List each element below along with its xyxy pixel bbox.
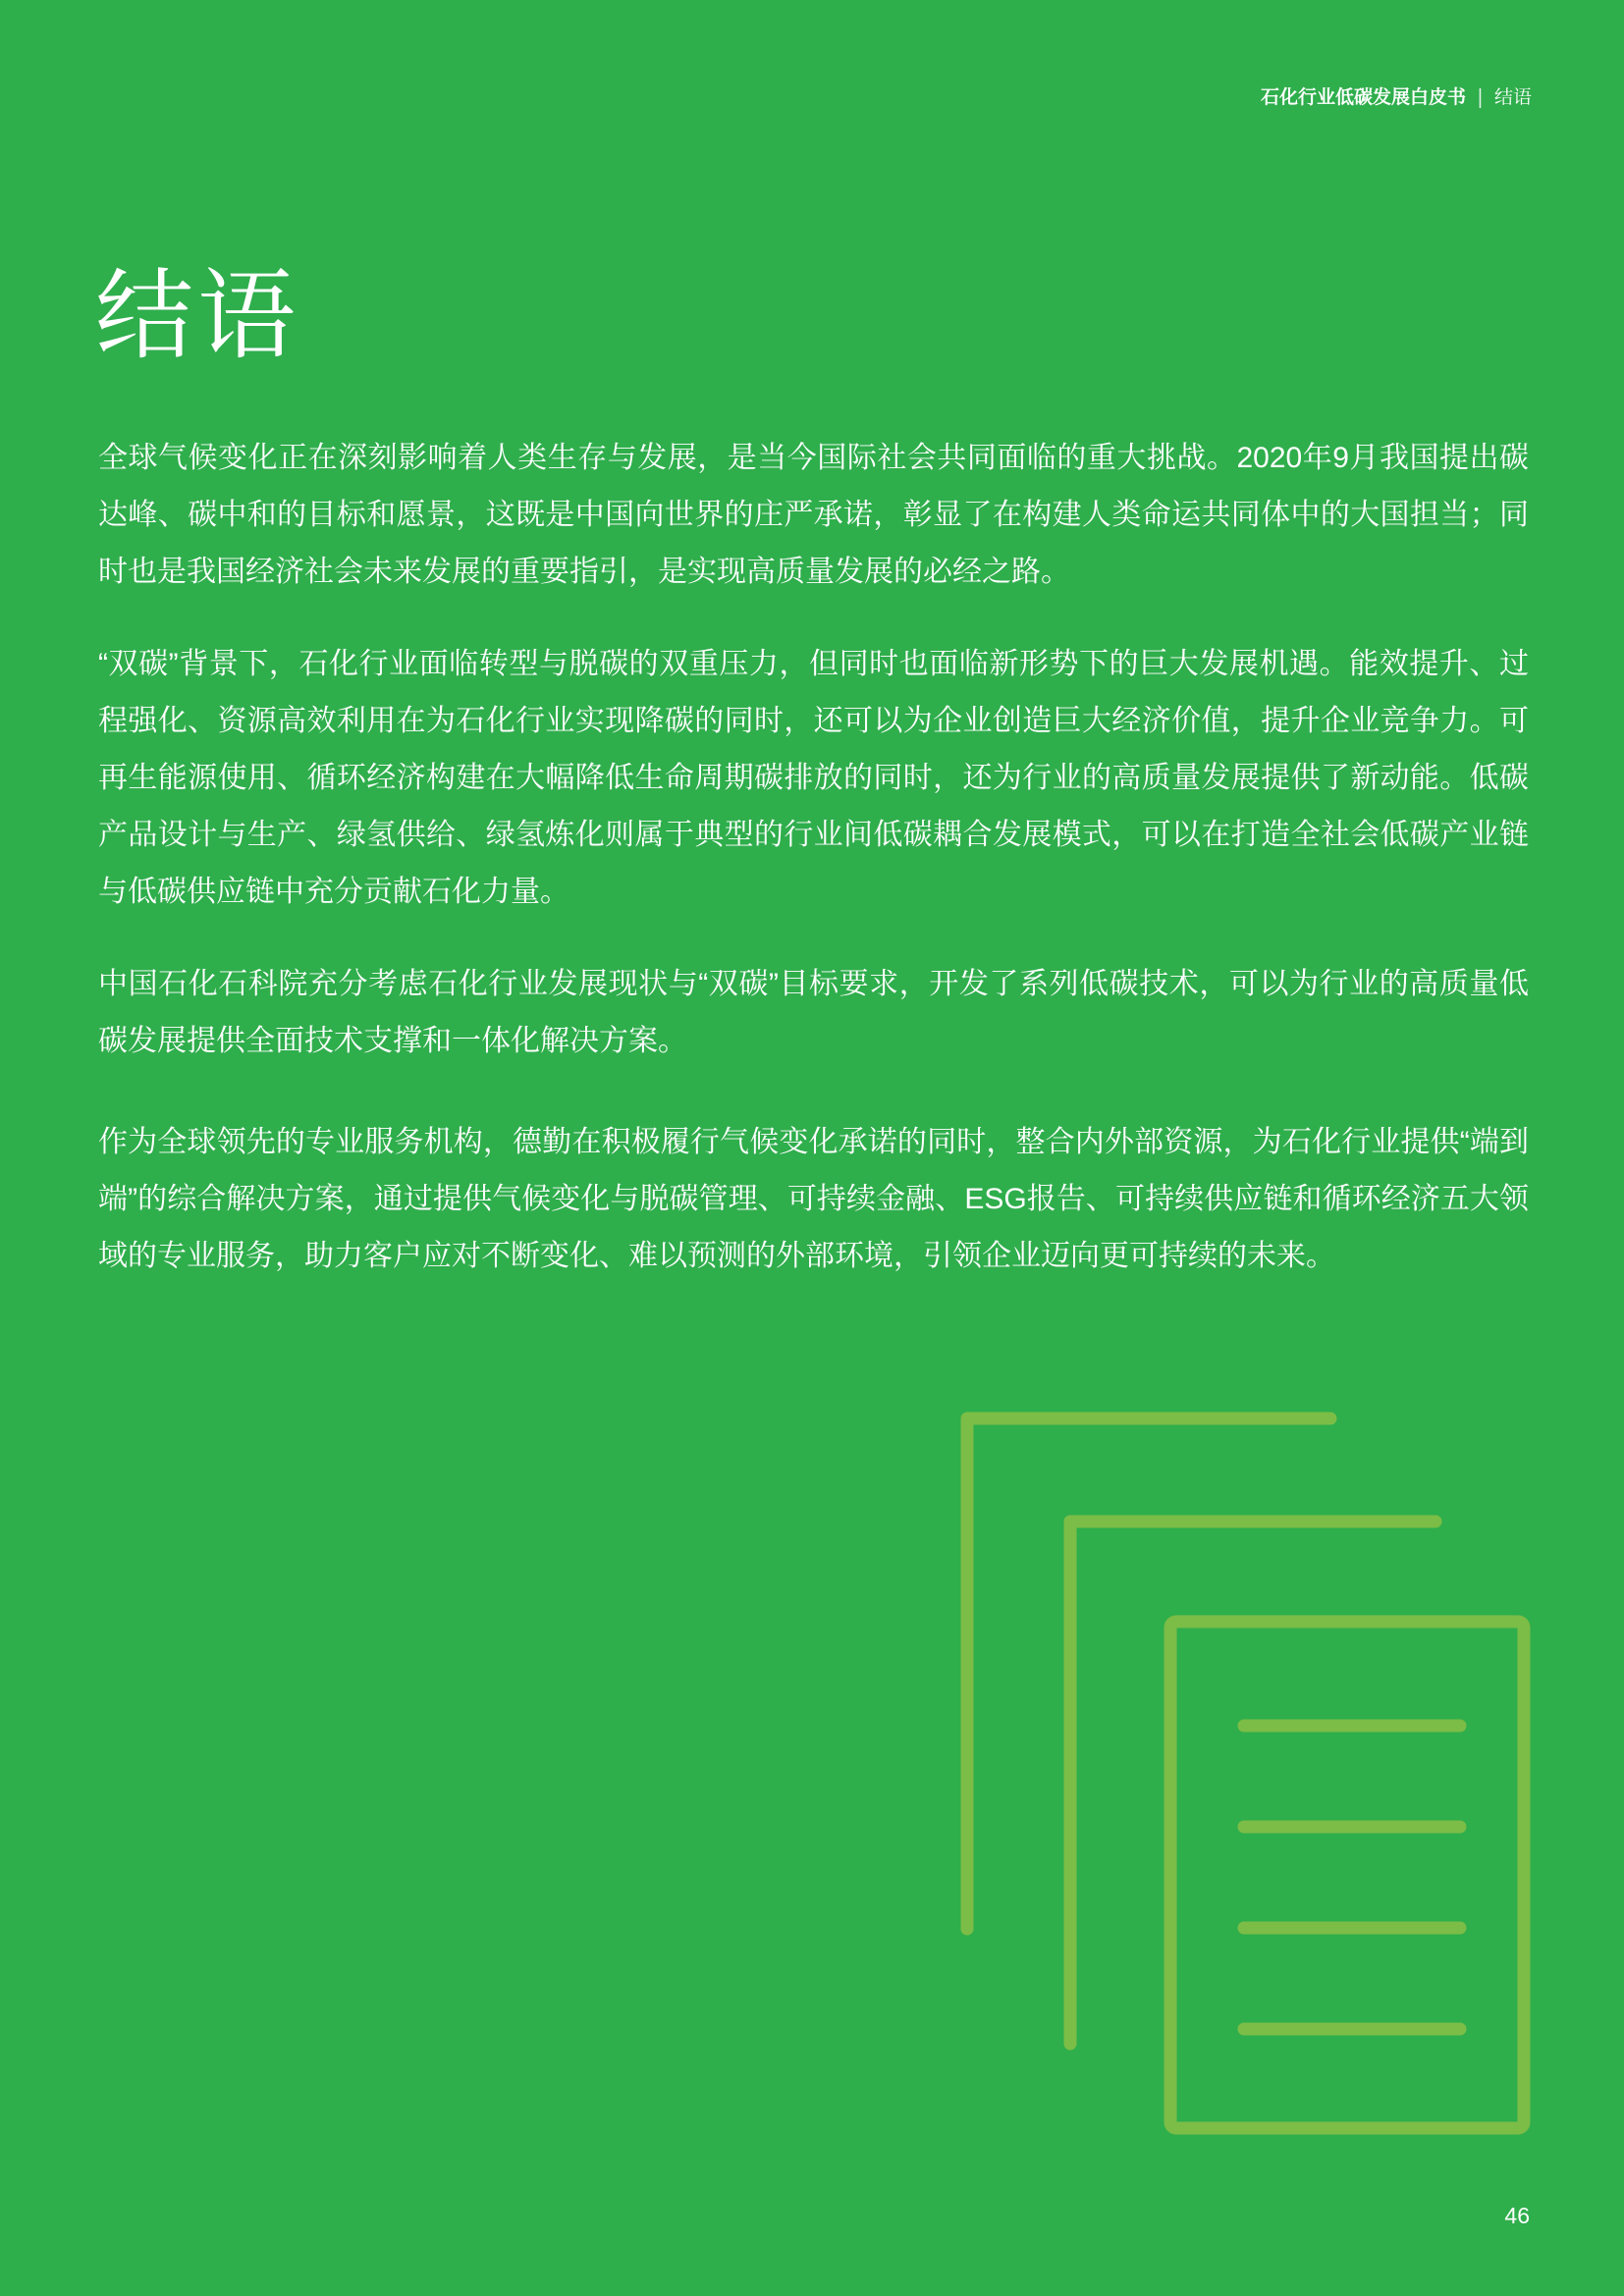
body-text	[98, 430, 1529, 1285]
stacked-documents-icon	[943, 1394, 1542, 2150]
header-doc-title: 石化行业低碳发展白皮书	[1261, 87, 1467, 108]
page-number: 46	[1504, 2203, 1530, 2228]
header-section-label: 结语	[1493, 87, 1532, 108]
document-page-back	[967, 1418, 1330, 1929]
document-page-front	[1170, 1622, 1524, 2128]
document-page-middle	[1070, 1522, 1435, 2044]
paragraph-4: 作为全球领先的专业服务机构，德勤在积极履行气候变化承诺的同时，整合内外部资源，为石化行业提供“端到端”的综合解决方案，通过提供气候变化与脱碳管理、可持续金融、ESG报告、可持续供应链和循环经济五大领域的专业服务，助力客户应对不断变化、难以预测的外部环境，引领企业迈向更可持续的未来。	[98, 1126, 1529, 1272]
page-title: 结语	[95, 261, 299, 371]
paragraph-2: “双碳”背景下，石化行业面临转型与脱碳的双重压力，但同时也面临新形势下的巨大发展机遇。能效提升、过程强化、资源高效利用在为石化行业实现降碳的同时，还可以为企业创造巨大经济价值，提升企业竞争力。可再生能源使用、循环经济构建在大幅降低生命周期碳排放的同时，还为行业的高质量发展提供了新动能。低碳产品设计与生产、绿氢供给、绿氢炼化则属于典型的行业间低碳耦合发展模式，可以在打造全社会低碳产业链与低碳供应链中充分贡献石化力量。	[98, 648, 1529, 908]
paragraph-1: 全球气候变化正在深刻影响着人类生存与发展，是当今国际社会共同面临的重大挑战。2020年9月我国提出碳达峰、碳中和的目标和愿景，这既是中国向世界的庄严承诺，彰显了在构建人类命运共同体中的大国担当；同时也是我国经济社会未来发展的重要指引，是实现高质量发展的必经之路。	[98, 442, 1529, 588]
paragraph-3: 中国石化石科院充分考虑石化行业发展现状与“双碳”目标要求，开发了系列低碳技术，可以为行业的高质量低碳发展提供全面技术支撑和一体化解决方案。	[98, 968, 1529, 1057]
header-separator: |	[1478, 85, 1483, 109]
page-header	[1261, 84, 1532, 112]
